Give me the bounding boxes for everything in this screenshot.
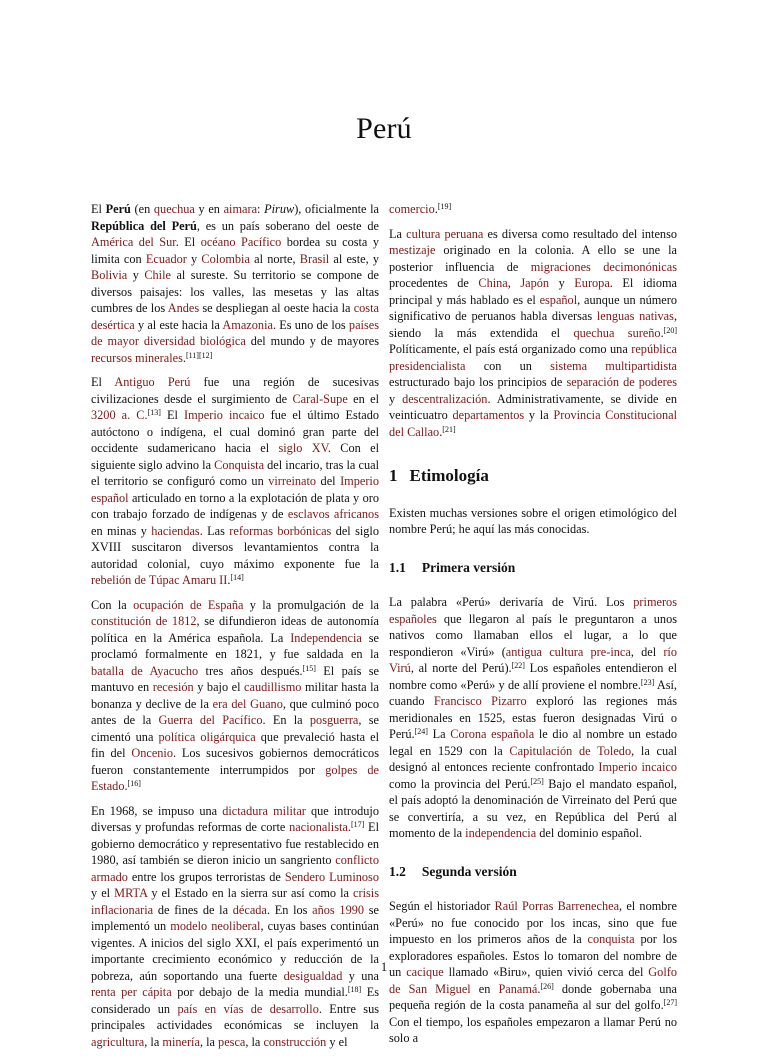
article-link[interactable]: construcción — [263, 1034, 327, 1049]
section-heading-etimologia — [389, 468, 677, 485]
article-link[interactable]: separación de poderes — [566, 375, 677, 389]
article-link[interactable]: Conquista — [214, 457, 265, 472]
citation-ref[interactable]: [14] — [230, 573, 244, 582]
citation-ref[interactable]: [19] — [437, 202, 452, 211]
paragraph-culture: La cultura peruana es diversa como resultado del intenso mestizaje originado en la colonia. A ello se une la posterior influencia de migraciones decimonónicas procedentes de China, Japón y Europa. El idioma principal y más hablado es el español, aunque un número significativo de peruanos habla diversas lenguas nativas, siendo la más extendida el quechua sureño.[20] Políticamente, el país está organizado como una república presidencialista con un sistema multipartidista estructurado bajo los principios de separación de poderes y descentralización. Administrativamente, se divide en veinticuatro departamentos y la Provincia Constitucional del Callao.[21] — [389, 226, 678, 439]
paragraph-independence: Con la ocupación de España y la promulgación de la constitución de 1812, se difundieron ideas de autonomía política en la América española. La Independencia se proclamó formalmente en 1821, y fue saldada en la batalla de Ayacucho tres años después.[15] El país se mantuvo en recesión y bajo el caudillismo militar hasta la bonanza y declive de la era del Guano, que culminó poco antes de la Guerra del Pacífico. En la posguerra, se cimentó una política oligárquica que prevaleció hasta el fin del Oncenio. Los sucesivos gobiernos democráticos fueron constantemente interrumpidos por golpes de Estado.[16] — [91, 597, 380, 793]
article-link[interactable]: república presidencialista — [389, 342, 677, 373]
article-link[interactable]: costa desértica — [91, 301, 379, 332]
article-link[interactable]: quechua sureño — [573, 325, 661, 340]
article-link[interactable]: Ecuador — [145, 251, 187, 266]
citation-ref[interactable]: [26] — [540, 981, 554, 991]
citation-ref[interactable]: [22] — [511, 661, 525, 670]
article-link[interactable]: Caral-Supe — [292, 391, 348, 406]
article-link[interactable]: posguerra — [309, 713, 359, 727]
page-number: 1 — [380, 960, 388, 974]
section-number: 1 — [389, 466, 398, 485]
article-link[interactable]: conflicto armado — [91, 853, 379, 884]
paragraph-first-version: La palabra «Perú» derivaría de Virú. Los primeros españoles que llegaron al país le preguntaron a unos nativos como llamaban ellos el lugar, a lo que respondieron «Virú» (antigua cultura pre-inca, del río Virú, al norte del Perú).[22] Los españoles entendieron el nombre como «Perú» y de allí proviene el nombre.[23] Así, cuando Francisco Pizarro exploró las regiones más meridionales en 1525, estas fueron designadas Virú o Perú.[24] La Corona española le dio al nombre un estado legal en 1529 con la Capitulación de Toledo, la cual designó al entonces reciente confrontado Imperio incaico como la provincia del Perú.[25] Bajo el mandato español, el país adoptó la denominación de Virreinato del Perú que se convertiría, a su vez, en República del Perú al momento de la independencia del dominio español. — [389, 595, 678, 840]
paragraph-etymology-intro: Existen muchas versiones sobre el origen etimológico del nombre Perú; he aquí las más conocidas. — [389, 505, 677, 536]
article-link[interactable]: rebelión de Túpac Amaru II — [91, 573, 228, 587]
article-link[interactable]: Imperio incaico — [598, 760, 678, 774]
subsection-title: Segunda versión — [421, 863, 517, 879]
article-link[interactable]: mestizaje — [389, 243, 436, 257]
article-link[interactable]: conquista — [587, 932, 635, 946]
citation-ref[interactable]: [25] — [530, 776, 544, 786]
article-link[interactable]: nacionalista — [289, 820, 348, 834]
article-link[interactable]: China — [478, 276, 508, 290]
citation-ref[interactable]: [20] — [663, 325, 677, 335]
article-link[interactable]: virreinato — [268, 474, 317, 488]
article-link[interactable]: Chile — [144, 268, 171, 282]
paragraph-modern: En 1968, se impuso una dictadura militar que introdujo diversas y profundas reformas de corte nacionalista.[17] El gobierno democrático y representativo fue restablecido en 1980, así también se dieron inicio un sangriento conflicto armado entre los grupos terroristas de Sendero Luminoso y el MRTA y el Estado en la sierra sur así como la crisis inflacionaria de fines de la década. En los años 1990 se implementó un modelo neoliberal, cuyas bases continúan vigentes. A inicios del siglo XXI, el país experimentó un importante crecimiento económico y reducción de la pobreza, aún soportando una fuerte desigualdad y una renta per cápita por debajo de la media mundial.[18] Es considerado un país en vías de desarrollo. Entre sus principales actividades económicas se incluyen la agricultura, la minería, la pesca, la construcción y el — [91, 803, 380, 1049]
article-link[interactable]: Guerra del Pacífico — [158, 713, 263, 727]
article-link[interactable]: desigualdad — [283, 968, 343, 983]
article-link[interactable]: aimara — [223, 202, 258, 216]
citation-ref[interactable]: [13] — [147, 408, 161, 417]
article-link[interactable]: Raúl Porras Barrenechea — [494, 899, 620, 913]
article-link[interactable]: Colombia — [201, 251, 250, 266]
article-link[interactable]: lenguas nativas — [596, 309, 674, 323]
left-column — [91, 201, 379, 1058]
article-link[interactable]: renta per cápita — [91, 985, 172, 999]
article-link[interactable]: política oligárquica — [158, 729, 256, 744]
article-link[interactable]: Sendero Luminoso — [284, 869, 379, 884]
citation-ref[interactable]: [15] — [302, 663, 316, 673]
article-link[interactable]: golpes de Estado — [91, 762, 379, 793]
page-title: Perú — [356, 112, 412, 145]
citation-ref[interactable]: [17] — [350, 820, 365, 829]
article-link[interactable]: Amazonia — [222, 317, 273, 332]
article-link[interactable]: Andes — [167, 301, 200, 315]
article-link[interactable]: América del Sur — [91, 235, 176, 249]
article-link[interactable]: Provincia Constitucional del Callao — [389, 408, 677, 439]
article-link[interactable]: años 1990 — [312, 902, 365, 917]
article-link[interactable]: océano Pacífico — [200, 235, 282, 249]
paragraph-history: El Antiguo Perú fue una región de sucesivas civilizaciones desde el surgimiento de Caral-Supe en el 3200 a. C.[13] El Imperio incaico fue el último Estado autóctono o indígena, el cual dominó gran parte del occidente sudamericano hacia el siglo XV. Con el siguiente siglo advino la Conquista del incario, tras la cual el territorio se configuró como un virreinato del Imperio español articulado en torno a la explotación de plata y oro con trabajo forzado de indígenas y de esclavos africanos en minas y haciendas. Las reformas borbónicas del siglo XVIII suscitaron diversos levantamientos contra la autoridad colonial, cuyo máximo exponente fue la rebelión de Túpac Amaru II.[14] — [91, 375, 380, 587]
citation-ref[interactable]: [11][12] — [185, 350, 213, 360]
citation-ref[interactable]: [27] — [663, 998, 677, 1007]
article-link[interactable]: cacique — [406, 965, 444, 979]
article-link[interactable]: Imperio incaico — [184, 408, 265, 422]
article-link[interactable]: país en vías de desarrollo — [177, 1001, 319, 1016]
article-link[interactable]: Antiguo Perú — [114, 375, 191, 389]
article-link[interactable]: migraciones decimonónicas — [530, 259, 677, 274]
article-link[interactable]: Oncenio — [131, 746, 173, 760]
section-title: Etimología — [409, 466, 489, 485]
article-link[interactable]: independencia — [465, 826, 537, 840]
article-link[interactable]: MRTA — [114, 886, 148, 900]
article-link[interactable]: siglo XV — [278, 441, 328, 455]
article-link[interactable]: reformas borbónicas — [229, 523, 332, 538]
article-link[interactable]: década — [232, 902, 267, 917]
article-link[interactable]: era del Guano — [212, 696, 283, 711]
article-link[interactable]: Japón — [520, 276, 550, 290]
citation-ref[interactable]: [23] — [640, 677, 655, 687]
article-link[interactable]: Corona española — [450, 727, 535, 741]
article-link[interactable]: batalla de Ayacucho — [91, 663, 199, 678]
article-link[interactable]: dictadura militar — [222, 803, 306, 818]
article-link[interactable]: Capitulación de Toledo — [509, 743, 632, 758]
article-link[interactable]: países de mayor diversidad biológica — [91, 317, 379, 348]
article-link[interactable]: cultura peruana — [406, 226, 484, 241]
article-link[interactable]: constitución de 1812 — [91, 614, 197, 628]
article-link[interactable]: modelo neoliberal — [170, 919, 261, 933]
subsection-number: 1.1 — [389, 559, 406, 575]
citation-ref[interactable]: [24] — [414, 727, 428, 736]
article-link[interactable]: recursos minerales — [91, 350, 183, 365]
article-link[interactable]: español — [539, 292, 578, 307]
article-link[interactable]: Francisco Pizarro — [433, 694, 527, 708]
right-column — [389, 201, 677, 1055]
article-link[interactable]: recesión — [152, 680, 194, 694]
article-link[interactable]: crisis inflacionaria — [91, 886, 380, 917]
article-link[interactable]: Panamá — [498, 981, 538, 996]
article-link[interactable]: esclavos africanos — [287, 507, 379, 521]
italic-term: Piruw — [264, 202, 295, 216]
article-link[interactable]: 3200 a. C. — [91, 408, 148, 422]
subsection-heading-primera — [389, 560, 677, 577]
subsection-heading-segunda — [389, 864, 677, 881]
article-link[interactable]: pesca — [218, 1034, 246, 1049]
article-link[interactable]: Brasil — [299, 251, 330, 266]
bold-term: Perú — [105, 202, 131, 216]
article-link[interactable]: quechua — [153, 202, 195, 216]
article-link[interactable]: agricultura — [91, 1034, 145, 1049]
subsection-number: 1.2 — [389, 863, 406, 879]
article-link[interactable]: río Virú — [389, 644, 677, 675]
citation-ref[interactable]: [16] — [127, 779, 141, 788]
citation-ref[interactable]: [18] — [347, 985, 362, 994]
article-link[interactable]: Golfo de San Miguel — [389, 965, 677, 996]
article-link[interactable]: caudillismo — [244, 680, 302, 694]
article-link[interactable]: Imperio español — [91, 474, 379, 505]
article-link[interactable]: ocupación de España — [133, 597, 244, 612]
article-link[interactable]: Independencia — [290, 630, 362, 645]
article-link[interactable]: sistema multipartidista — [550, 358, 677, 373]
article-link[interactable]: descentralización — [402, 391, 488, 406]
article-link[interactable]: Bolivia — [91, 268, 128, 282]
article-link[interactable]: minería — [162, 1034, 200, 1049]
subsection-title: Primera versión — [421, 559, 516, 575]
article-link[interactable]: antigua cultura pre-inca — [505, 644, 631, 659]
bold-term: República del Perú — [91, 218, 197, 233]
article-link[interactable]: Europa — [574, 276, 610, 290]
article-link[interactable]: departamentos — [452, 408, 525, 422]
paragraph-intro: El Perú (en quechua y en aimara: Piruw), oficialmente la República del Perú, es un país soberano del oeste de América del Sur. El océano Pacífico bordea su costa y limita con Ecuador y Colombia al norte, Brasil al este, y Bolivia y Chile al sureste. Su territorio se compone de diversos paisajes: los valles, las mesetas y las altas cumbres de los Andes se despliegan al oeste hacia la costa desértica y al este hacia la Amazonia. Es uno de los países de mayor diversidad biológica del mundo y de mayores recursos minerales.[11][12] — [91, 202, 380, 365]
paragraph-continuation: comercio.[19] — [389, 202, 452, 216]
paragraph-second-version: Según el historiador Raúl Porras Barrenechea, el nombre «Perú» no fue conocido por los incas, sino que fue impuesto en los primeros años de la conquista por los exploradores españoles. Estos lo tomaron del nombre de un cacique llamado «Biru», quien vivió cerca del Golfo de San Miguel en Panamá.[26] donde gobernaba una pequeña región de la costa panameña al sur del golfo.[27] Con el tiempo, los españoles empezaron a llamar Perú no solo a — [389, 899, 677, 1045]
article-link[interactable]: comercio — [389, 202, 435, 216]
article-link[interactable]: primeros españoles — [389, 595, 677, 626]
article-link[interactable]: haciendas — [151, 523, 200, 538]
citation-ref[interactable]: [21] — [442, 424, 456, 434]
